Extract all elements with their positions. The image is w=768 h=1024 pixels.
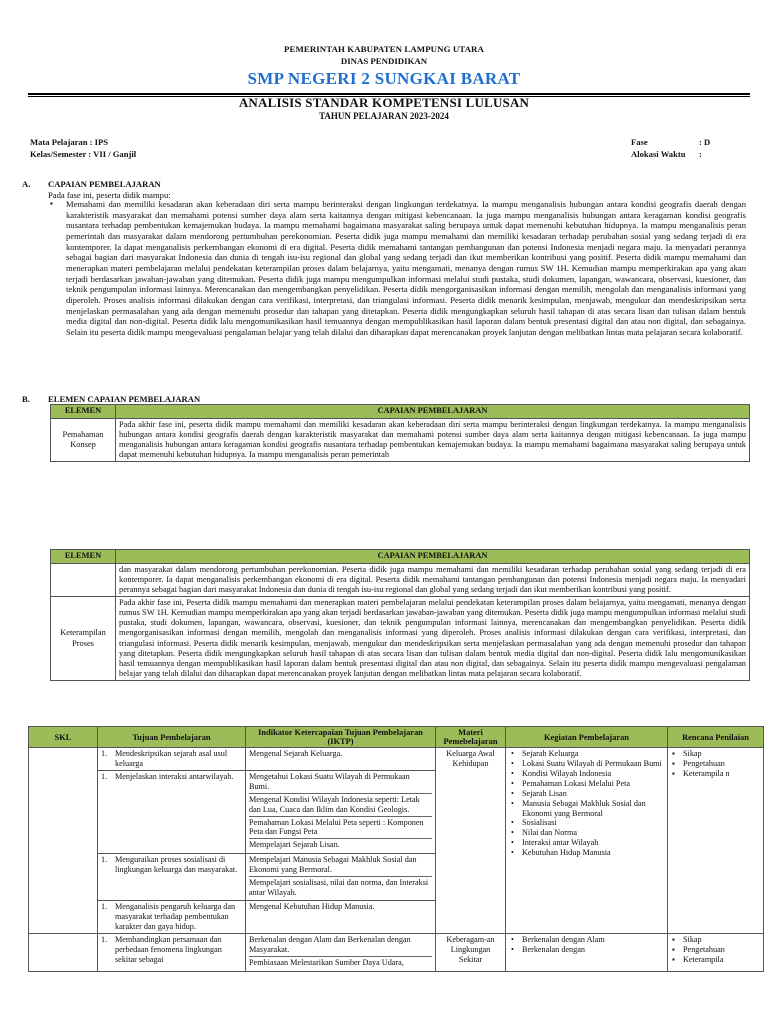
table-row [51,564,750,597]
col-header-capaian: CAPAIAN PEMBELAJARAN [116,550,750,564]
iktp-item: Mempelajari Sejarah Lisan. [249,840,340,850]
section-a-intro: Pada fase ini, peserta didik mampu: [48,190,171,200]
section-b-heading [22,394,200,404]
table-row [29,748,764,771]
section-b-title: ELEMEN CAPAIAN PEMBELAJARAN [48,394,201,404]
element-name-empty [51,564,116,597]
academic-year: TAHUN PELAJARAN 2023-2024 [319,111,449,121]
elements-table-1 [50,404,750,462]
list-item: • Interaksi antar Wilayah [509,838,664,848]
rencana-cell [668,933,764,971]
list-item: • Sosialisasi [509,818,664,828]
iktp-cell [246,901,436,934]
list-item: • Berkenalan dengan Alam [509,935,664,945]
iktp-item: Mengenal Kebutuhan Hidup Manusia. [249,902,375,912]
col-header-tujuan: Tujuan Pembelajaran [98,727,246,748]
elements-table-2 [50,549,750,681]
subject-label: Mata Pelajaran : IPS [30,137,109,147]
list-item: • Nilai dan Norma [509,828,664,838]
department-name: DINAS PENDIDIKAN [340,56,428,66]
section-a-text: Memahami dan memiliki kesadaran akan keberadaan diri serta mampu berinteraksi dengan lingkungan terdekatnya. Ia mampu menganalisis hubungan antara kondisi geografis daerah dengan karakteristik masyarakat dan memahami potensi sumber daya alam serta kaitannya dengan mitigasi kebencanaan. Ia juga mampu menganalisis hubungan antara keragaman kondisi geografis nusantara terhadap pembentukan kemajemukan budaya. Ia mampu memahami bagaimana masyarakat saling berupaya untuk dapat memenuhi kebutuhan hidupnya. Ia mampu menganalisis peran pemerintah dan masyarakat dalam mendorong pertumbuhan perekonomian. Peserta didik juga mampu memahami dan memiliki kesadaran terhadap perubahan sosial yang sedang terjadi di era kontemporer. Ia dapat menganalisis perkembangan ekonomi di era digital. Peserta didik memahami tantangan pembangunan dan potensi Indonesia menjadi negara maju. Ia menyadari perannya sebagai bagian dari masyarakat Indonesia dan dunia di tengah isu-isu regional dan global yang sedang terjadi dan ikut memberikan kontribusi yang positif. Peserta didik mampu memahami dan menerapkan materi pembelajaran melalui pendekatan keterampilan proses dalam belajarnya, yaitu mengamati, menanya dengan rumus SW 1H. Kemudian mampu memperkirakan apa yang akan terjadi berdasarkan jawaban-jawaban yang ditemukan. Peserta didik juga mampu mengumpulkan informasi melalui studi pustaka, studi dokumen, lapangan, wawancara, observasi, kuesioner, dan teknik pengumpulan informasi lainnya. Merencanakan dan mengembangkan penyelidikan. Peserta didik mengorganisasikan informasi dengan memilih, mengolah dan menganalisis informasi yang diperoleh. Proses analisis informasi dilakukan dengan cara verifikasi, interpretasi, dan triangulasi informasi. Peserta didik menarik kesimpulan, menjawab, mengukur dan mendeskripsikan serta menjelaskan permasalahan yang ada dengan memenuhi prosedur dan tahapan yang ditetapkan. Peserta didik mengungkapkan seluruh hasil tahapan di atas secara lisan dan tulisan dalam bentuk media digital dan non-digital. Peserta didik lalu mengomunikasikan hasil temuannya dengan mempublikasikan hasil laporan dalam bentuk presentasi digital dan atau non digital, dan sebagainya. Selain itu peserta didik mampu mengevaluasi pengalaman belajar yang telah dilalui dan diharapkan dapat merencanakan proyek lanjutan dengan melibatkan lintas mata pelajaran secara kolaboratif. [66,199,746,337]
table-row [29,933,764,971]
square-bullet-icon: ▪ [50,199,53,208]
tujuan-cell [98,771,246,854]
materi-cell: Keluarga Awal Kehidupan [436,748,506,934]
tujuan-text: Membandingkan persamaan dan perbedaan fenomena lingkungan sekitar sebagai [115,934,222,964]
iktp-cell [246,854,436,901]
tujuan-text: Mendeskripsikan sejarah asal usul keluarga [115,749,228,769]
tujuan-text: Menganalisis pengaruh keluarga dan masyarakat terhadap pembentukan karakter dan gaya hidup. [115,902,236,932]
section-a-letter: A. [22,179,31,189]
list-item: ▪ Pengetahuan [671,945,760,955]
tujuan-cell [98,748,246,771]
item-number: 1. [101,855,108,865]
table-row [51,419,750,462]
iktp-cell [246,933,436,971]
list-item: ▪ Keterampila n [671,769,760,779]
capaian-text: Pada akhir fase ini, Peserta didik mampu memahami dan menerapkan materi pembelajaran melalui pendekatan keterampilan proses dalam belajarnya, yaitu mengamati, menanya dengan rumus SW 1H. Kemudian mampu memperkirakan apa yang akan terjadi berdasarkan jawaban-jawaban yang ditemukan. Peserta didik juga mampu mengumpulkan informasi melalui studi pustaka, studi dokumen, lapangan, wawancara, observasi, kuesioner, dan teknik pengumpulan informasi lainnya, merencanakan dan mengembangkan penyelidikan. Peserta didik mengorganisasikan informasi dengan memilih, mengolah dan menganalisis informasi yang diperoleh. Proses analisis informasi dilakukan dengan cara verifikasi, interpretasi, dan triangulasi informasi. Peserta didik menarik kesimpulan, menjawab, mengukur dan mendeskripsikan serta menjelaskan permasalahan yang ada dengan memenuhi prosedur dan tahapan yang ditetapkan. Peserta didik mengungkapkan seluruh hasil tahapan di atas secara lisan dan tulisan dalam bentuk media digital dan non-digital. Peserta didik lalu mengomunikasikan hasil temuannya dengan mempublikasikan hasil laporan dalam bentuk presentasi digital dan atau non digital, dan sebagainya. Selain itu peserta didik mampu mengevaluasi pengalaman belajar yang telah dilalui dan diharapkan dapat merencanakan proyek lanjutan dengan melibatkan lintas mata pelajaran secara kolaboratif. [116,597,750,681]
table-row [51,597,750,681]
list-item: • Kondisi Wilayah Indonesia [509,769,664,779]
list-item: ▪ Sikap [671,935,760,945]
school-name: SMP NEGERI 2 SUNGKAI BARAT [247,69,521,88]
tujuan-cell [98,901,246,934]
col-header-capaian: CAPAIAN PEMBELAJARAN [116,405,750,419]
iktp-cell [246,771,436,854]
section-a-heading [22,179,161,189]
list-item: • Pemahaman Lokasi Melalui Peta [509,779,664,789]
skl-cell [29,933,98,971]
list-item: • Kebutuhan Hidup Manusia [509,848,664,858]
skl-table [28,726,764,972]
col-header-element: ELEMEN [51,550,116,564]
section-a-title: CAPAIAN PEMBELAJARAN [48,179,161,189]
kegiatan-cell [506,933,668,971]
list-item: • Berkenalan dengan [509,945,664,955]
item-number: 1. [101,749,108,759]
list-item: ▪ Sikap [671,749,760,759]
list-item: • Manusia Sebagai Makhluk Sosial dan Ekonomi yang Bermoral [509,799,664,819]
element-name: Keterampilan Proses [51,597,116,681]
col-header-materi: Materi Pemebelajaran [436,727,506,748]
iktp-cell [246,748,436,771]
col-header-kegiatan: Kegiatan Pembelajaran [506,727,668,748]
col-header-iktp: Indikator Ketercapaian Tujuan Pembelajaran (IKTP) [246,727,436,748]
iktp-item: Mempelajari sosialisasi, nilai dan norma, dan Interaksi antar Wilayah. [249,877,429,897]
document-title: ANALISIS STANDAR KOMPETENSI LULUSAN [238,95,530,110]
list-item: • Lokasi Suatu Wilayah di Permukaan Bumi [509,759,664,769]
list-item: • Sejarah Keluarga [509,749,664,759]
col-header-rencana: Rencana Penilaian [668,727,764,748]
phase-label: Fase [631,137,648,147]
rencana-cell [668,748,764,934]
kegiatan-cell [506,748,668,934]
iktp-item: Mengenal Kondisi Wilayah Indonesia seperti: Letak dan Lua, Cuaca dan Iklim dan Kondisi Geologis. [249,795,432,817]
iktp-item: Berkenalan dengan Alam dan Berkenalan dengan Masyarakat. [249,935,432,957]
section-b-letter: B. [22,394,30,404]
capaian-text: Pada akhir fase ini, peserta didik mampu memahami dan memiliki kesadaran akan keberadaan diri serta mampu berinteraksi dengan lingkungan terdekatnya. Ia mampu menganalisis hubungan antara kondisi geografis daerah dengan karakteristik masyarakat dan memahami potensi sumber daya alam serta kaitannya dengan mitigasi kebencanaan. Ia juga mampu menganalisis hubungan antara keragaman kondisi geografis nusantara terhadap pembentukan kemajemukan budaya. Ia mampu memahami bagaimana masyarakat saling berupaya untuk dapat memenuhi kebutuhan hidupnya. Ia mampu menganalisis peran pemerintah [116,419,750,462]
item-number: 1. [101,934,108,944]
tujuan-text: Menjelaskan interaksi antarwilayah. [115,772,234,782]
materi-cell: Keberagam-an Lingkungan Sekitar [436,933,506,971]
capaian-text-continued: dan masyarakat dalam mendorong pertumbuhan perekonomian. Peserta didik juga mampu memahami dan memiliki kesadaran terhadap perubahan sosial yang sedang terjadi di era kontemporer. Ia dapat menganalisis perkembangan ekonomi di era digital. Peserta didik memahami tantangan pembangunan dan potensi Indonesia menjadi negara maju. Ia menyadari perannya sebagai bagian dari masyarakat Indonesia dan dunia di tengah isu-isu regional dan global yang sedang terjadi dan ikut memberikan kontribusi yang positif. [116,564,750,597]
time-allocation-value: : [699,149,702,159]
list-item: ▪ Pengetahuan [671,759,760,769]
phase-value: : D [699,137,711,147]
col-header-element: ELEMEN [51,405,116,419]
class-semester-label: Kelas/Semester : VII / Ganjil [30,149,137,159]
list-item: ▪ Keterampila [671,955,760,965]
iktp-item: Pembiasaan Melestarikan Sumber Daya Udara, [249,957,404,967]
kegiatan-list [509,749,664,857]
rencana-list [671,749,760,779]
list-item: • Sejarah Lisan [509,789,664,799]
time-allocation-label: Alokasi Waktu [631,149,686,159]
kegiatan-list [509,935,664,955]
tujuan-cell [98,854,246,901]
tujuan-text: Menguraikan proses sosialisasi di lingkungan keluarga dan masyarakat. [115,855,238,874]
iktp-item: Mengetahui Lokasi Suatu Wilayah di Permukaan Bumi. [249,772,432,794]
iktp-item: Mempelajari Manusia Sebagai Makhluk Sosial dan Ekonomi yang Bermoral. [249,855,432,877]
item-number: 1. [101,902,108,912]
skl-cell [29,748,98,934]
tujuan-cell [98,933,246,971]
col-header-skl: SKL [29,727,98,748]
government-name: PEMERINTAH KABUPATEN LAMPUNG UTARA [284,44,484,54]
section-a-bullet [48,199,746,338]
iktp-item: Pemahaman Lokasi Melalui Peta seperti : Komponen Peta dan Fungsi Peta [249,818,432,840]
item-number: 1. [101,772,108,782]
rencana-list [671,935,760,965]
iktp-item: Mengenal Sejarah Keluarga. [249,749,343,759]
element-name: Pemahaman Konsep [51,419,116,462]
